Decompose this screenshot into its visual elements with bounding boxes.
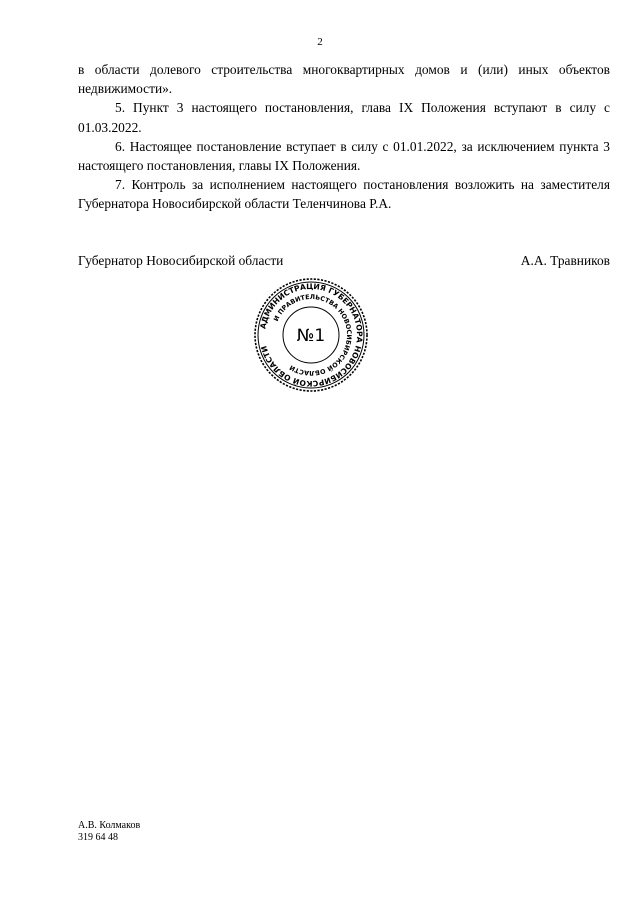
paragraph-item-6: 6. Настоящее постановление вступает в силу с 01.01.2022, за исключением пункта 3 настоящего постановления, главы IX Положения. <box>78 138 610 174</box>
executor-phone: 319 64 48 <box>78 832 118 843</box>
official-seal <box>253 277 369 393</box>
page-number: 2 <box>317 36 323 48</box>
signatory-name: А.А. Травников <box>520 253 610 268</box>
executor-name: А.В. Колмаков <box>78 820 141 831</box>
paragraph-item-7: 7. Контроль за исполнением настоящего постановления возложить на заместителя Губернатора Новосибирской области Теленчинова Р.А. <box>78 177 610 212</box>
executor-info <box>78 820 140 844</box>
seal-center-text: №1 <box>296 326 326 346</box>
signatory-title: Губернатор Новосибирской области <box>78 253 284 268</box>
seal-inner-text: И ПРАВИТЕЛЬСТВА НОВОСИБИРСКОЙ ОБЛАСТИ <box>272 292 354 378</box>
seal-graphic <box>253 277 369 393</box>
paragraph-continuation: в области долевого строительства многоквартирных домов и (или) иных объектов недвижимости». <box>78 62 610 97</box>
document-body <box>78 60 610 214</box>
seal-outer-text: АДМИНИСТРАЦИЯ ГУБЕРНАТОРА НОВОСИБИРСКОЙ ОБЛАСТИ <box>258 281 365 389</box>
paragraph-item-5: 5. Пункт 3 настоящего постановления, глава IX Положения вступают в силу с 01.03.2022. <box>78 100 610 135</box>
